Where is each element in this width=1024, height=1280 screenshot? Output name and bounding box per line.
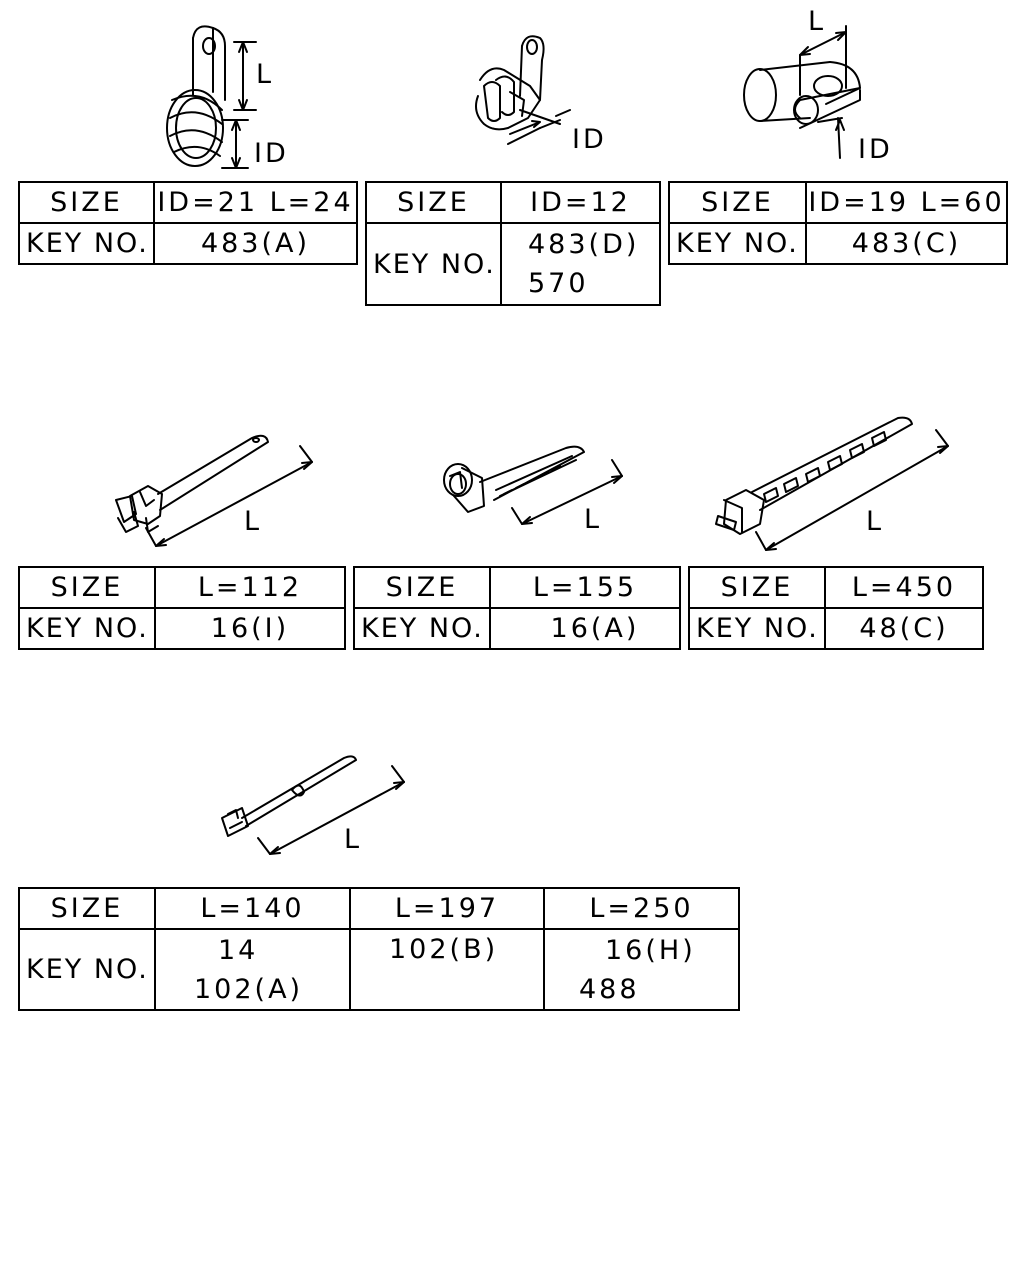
size-header: SIZE: [669, 182, 806, 223]
size-value: ID=12: [501, 182, 660, 223]
size-header: SIZE: [19, 182, 154, 223]
key-no-label: KEY NO.: [354, 608, 490, 649]
p-clamp-drawing: [167, 26, 289, 169]
key-no-value: 16(H) 488: [544, 929, 739, 1010]
tie-155-drawing: [444, 447, 622, 535]
key-no-label: KEY NO.: [669, 223, 806, 264]
dim-label-l: L: [344, 824, 363, 855]
key-no-value: 14 102(A): [155, 929, 350, 1010]
key-no-value: 483(D) 570: [501, 223, 660, 305]
size-value: L=155: [490, 567, 680, 608]
spec-table: [688, 566, 984, 650]
size-header: SIZE: [689, 567, 825, 608]
tube-clamp-drawing: [744, 6, 893, 165]
key-no-value: 16(I): [155, 608, 345, 649]
tie-112-drawing: [116, 436, 312, 546]
key-no-value: 483(A): [154, 223, 357, 264]
size-header: SIZE: [19, 888, 155, 929]
size-value: L=250: [544, 888, 739, 929]
dim-label-l: L: [808, 6, 827, 37]
size-value: L=112: [155, 567, 345, 608]
size-value: L=140: [155, 888, 350, 929]
size-value: L=450: [825, 567, 983, 608]
size-header: SIZE: [19, 567, 155, 608]
dim-label-id: ID: [572, 124, 607, 155]
tie-450-drawing: [716, 418, 948, 550]
size-header: SIZE: [366, 182, 501, 223]
dim-label-id: ID: [254, 138, 289, 169]
key-no-label: KEY NO.: [19, 929, 155, 1010]
key-no-label: KEY NO.: [366, 223, 501, 305]
key-no-label: KEY NO.: [19, 223, 154, 264]
spec-table: [668, 181, 1008, 265]
size-value: L=197: [350, 888, 544, 929]
dim-label-id: ID: [858, 134, 893, 165]
dim-label-l: L: [244, 506, 263, 537]
multi-clamp-drawing: [476, 36, 607, 155]
spec-table: [18, 181, 358, 265]
dim-label-l: L: [584, 504, 603, 535]
spec-table: [18, 566, 346, 650]
key-no-value: 102(B): [350, 929, 544, 1010]
band-spec-table: [18, 887, 740, 1011]
key-no-label: KEY NO.: [689, 608, 825, 649]
band-tie-drawing: [222, 756, 404, 855]
size-header: SIZE: [354, 567, 490, 608]
key-no-value: 483(C): [806, 223, 1007, 264]
spec-table: [365, 181, 661, 306]
dim-label-l: L: [866, 506, 885, 537]
dim-label-l: L: [256, 59, 275, 90]
key-no-value: 16(A): [490, 608, 680, 649]
size-value: ID=21 L=24: [154, 182, 357, 223]
spec-table: [353, 566, 681, 650]
key-no-value: 48(C): [825, 608, 983, 649]
size-value: ID=19 L=60: [806, 182, 1007, 223]
key-no-label: KEY NO.: [19, 608, 155, 649]
